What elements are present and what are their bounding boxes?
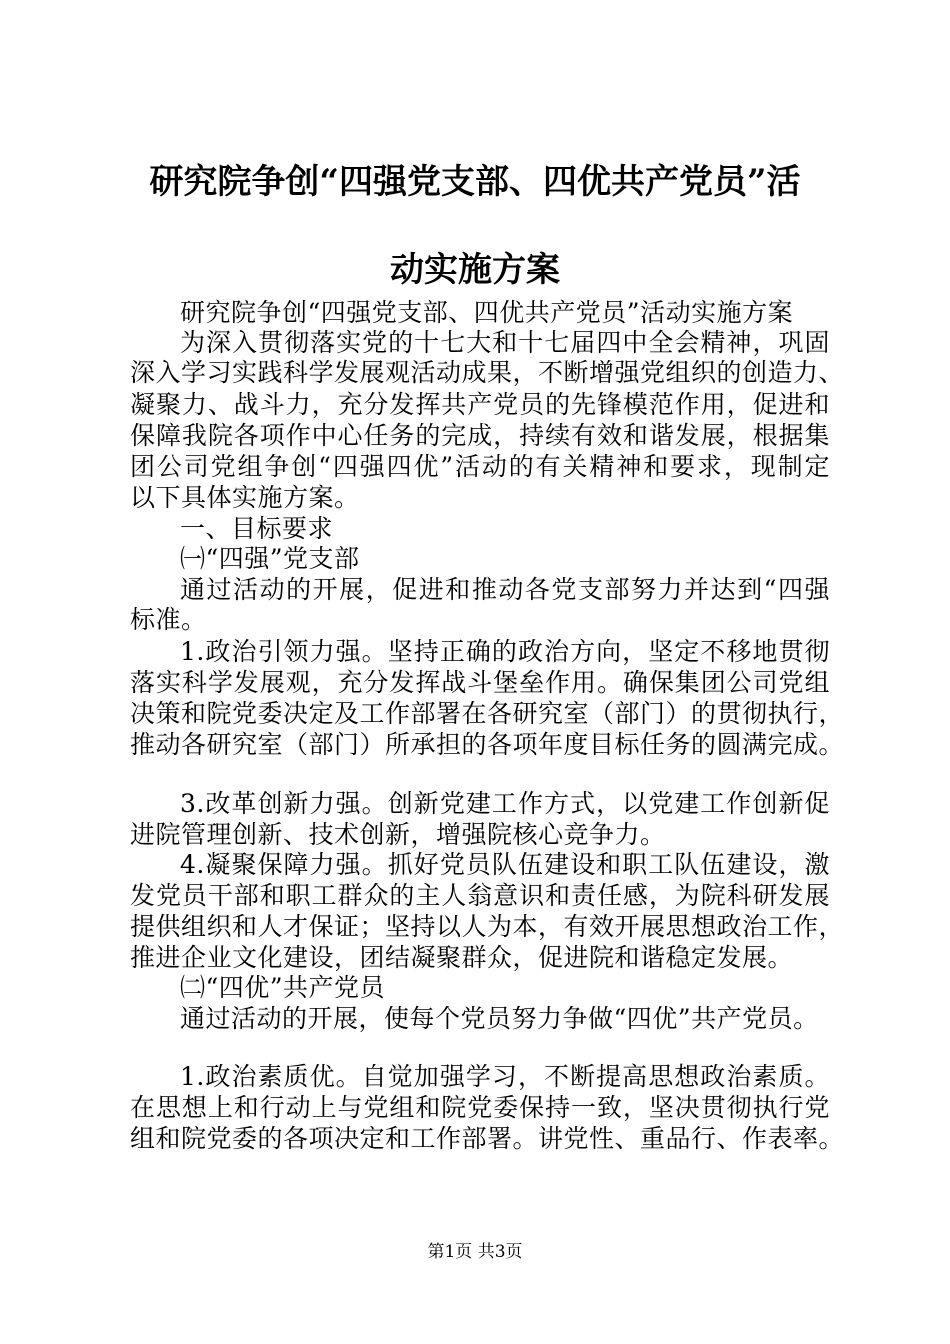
- body-line: 1.政治引领力强。坚持正确的政治方向，坚定不移地贯彻: [180, 637, 830, 666]
- body-line: 落实科学发展观，充分发挥战斗堡垒作用。确保集团公司党组: [130, 668, 830, 697]
- subtitle-line: 研究院争创“四强党支部、四优共产党员”活动实施方案: [180, 298, 794, 327]
- body-line: 发党员干部和职工群众的主人翁意识和责任感，为院科研发展: [130, 881, 830, 910]
- body-line: 1.政治素质优。自觉加强学习，不断提高思想政治素质。: [180, 1062, 830, 1091]
- subsection-heading: ㈡“四优”共产党员: [180, 973, 386, 1002]
- body-line: 标准。: [130, 605, 207, 634]
- body-line: 以下具体实施方案。: [130, 483, 360, 512]
- document-title-line-1: 研究院争创“四强党支部、四优共产党员”活: [149, 162, 801, 202]
- body-line: 决策和院党委决定及工作部署在各研究室（部门）的贯彻执行，: [130, 699, 845, 728]
- body-line: 保障我院各项作中心任务的完成，持续有效和谐发展，根据集: [130, 421, 830, 450]
- page-footer: 第1页 共3页: [427, 1242, 523, 1262]
- body-line: 进院管理创新、技术创新，增强院核心竞争力。: [130, 820, 666, 849]
- body-line: 4.凝聚保障力强。抓好党员队伍建设和职工队伍建设，激: [180, 850, 830, 879]
- body-line: 推动各研究室（部门）所承担的各项年度目标任务的圆满完成。: [130, 730, 845, 759]
- document-title-line-2: 动实施方案: [390, 250, 560, 290]
- body-line: 在思想上和行动上与党组和院党委保持一致，坚决贯彻执行党: [130, 1093, 830, 1122]
- subsection-heading: ㈠“四强”党支部: [180, 544, 360, 573]
- body-line: 3.改革创新力强。创新党建工作方式，以党建工作创新促: [180, 789, 830, 818]
- body-line: 团公司党组争创“四强四优”活动的有关精神和要求，现制定: [130, 452, 830, 481]
- body-line: 推进企业文化建设，团结凝聚群众，促进院和谐稳定发展。: [130, 943, 794, 972]
- body-line: 为深入贯彻落实党的十七大和十七届四中全会精神，巩固: [180, 328, 830, 357]
- section-heading: 一、目标要求: [180, 514, 334, 543]
- body-line: 通过活动的开展，促进和推动各党支部努力并达到“四强: [180, 575, 830, 604]
- body-line: 提供组织和人才保证；坚持以人为本，有效开展思想政治工作，: [130, 912, 845, 941]
- body-line: 通过活动的开展，使每个党员努力争做“四优”共产党员。: [180, 1004, 819, 1033]
- body-line: 组和院党委的各项决定和工作部署。讲党性、重品行、作表率。: [130, 1124, 845, 1153]
- body-line: 深入学习实践科学发展观活动成果，不断增强党组织的创造力、: [130, 358, 845, 387]
- body-line: 凝聚力、战斗力，充分发挥共产党员的先锋模范作用，促进和: [130, 390, 830, 419]
